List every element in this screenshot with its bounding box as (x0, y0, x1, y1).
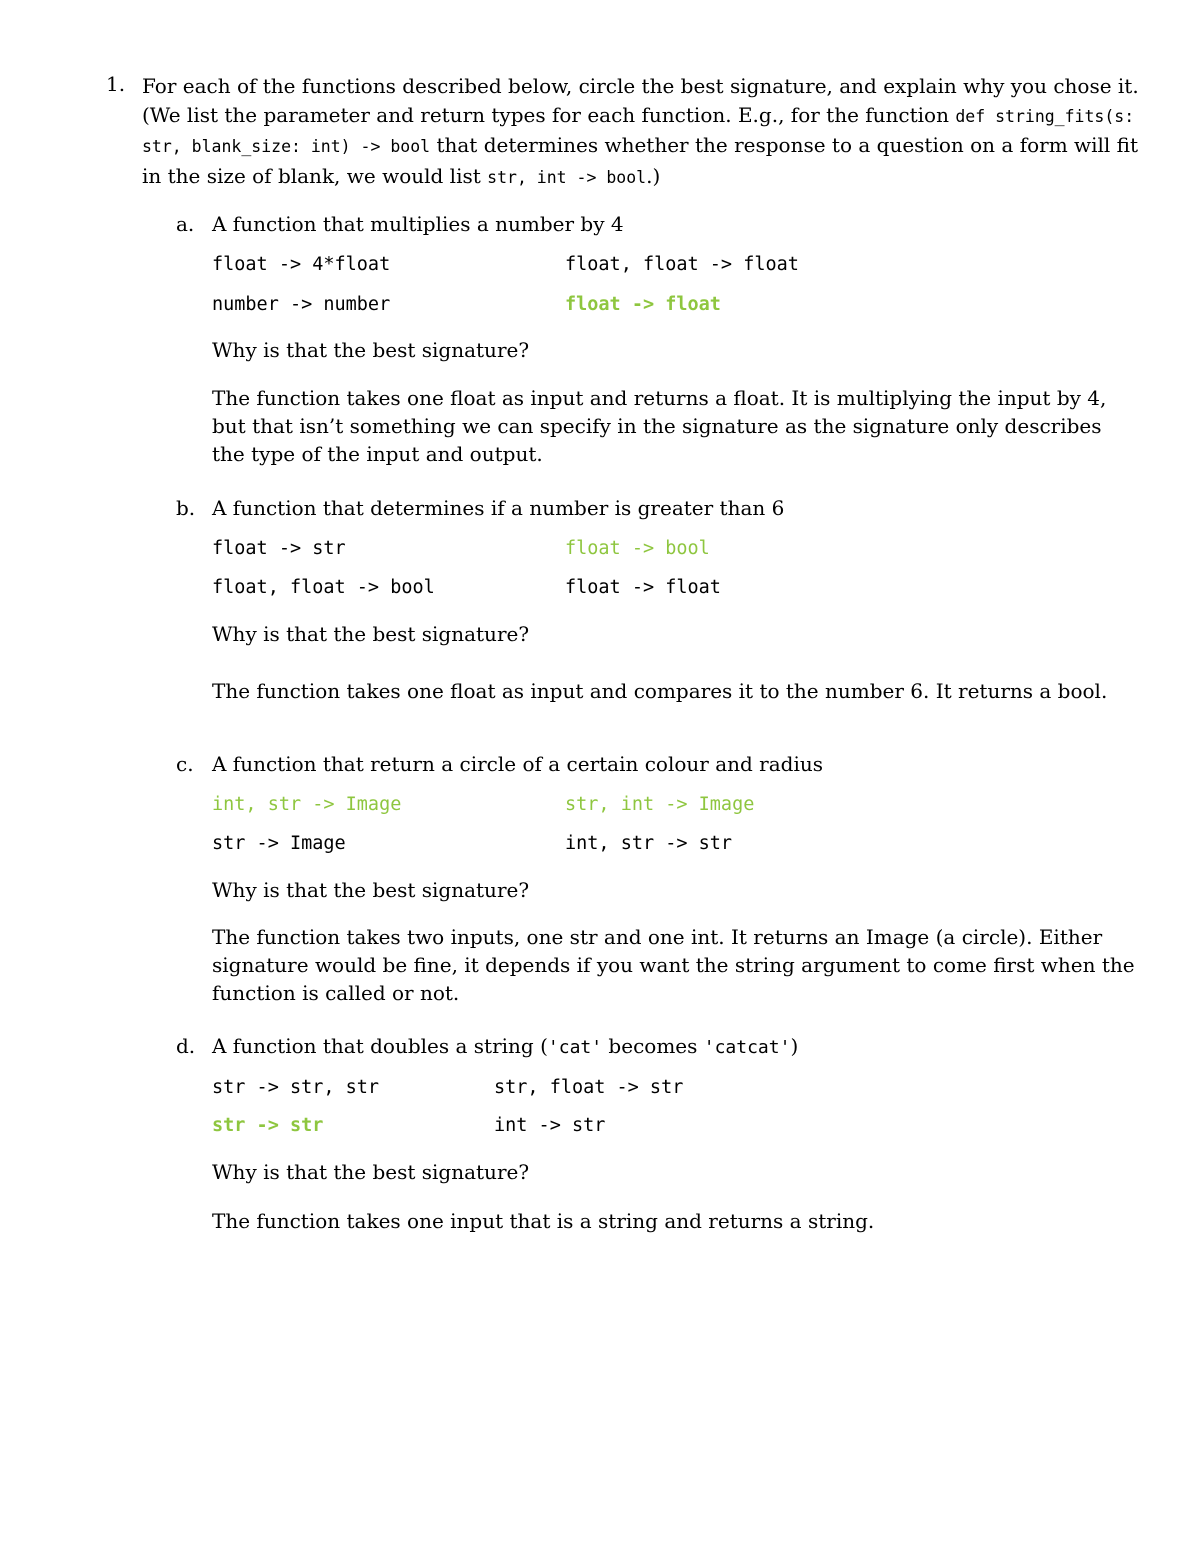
intro-text-3: .) (646, 163, 661, 188)
part-d-code-cat: 'cat' (547, 1037, 603, 1058)
part-c-answer: The function takes two inputs, one str and one int. It returns an Image (a circle). Either signature would be fine, it depends if you want the string argument to come first when the function is called or not. (212, 925, 1135, 1005)
part-a-question: A function that multiplies a number by 4 (212, 212, 624, 236)
part-d-text-after: ) (790, 1034, 799, 1058)
intro-text-2: that determines whether the response to a question on a form will fit in the size of blank, we would list (142, 133, 1139, 188)
part-c-why-label: Why is that the best signature? (212, 878, 530, 902)
question-intro (142, 72, 1142, 192)
intro-text-1: For each of the functions described below, circle the best signature, and explain why you chose it. (We list the parameter and return types for each function. E.g., for the function (142, 74, 1139, 127)
part-d-answer: The function takes one input that is a string and returns a string. (212, 1209, 875, 1233)
part-d-question (212, 1034, 798, 1058)
intro-code-example: def string_fits(s: str, blank_size: int) -> bool (142, 106, 1135, 156)
part-b-option-2-selected[interactable]: float -> bool (565, 538, 710, 559)
part-a-option-1[interactable]: float -> 4*float (212, 254, 391, 275)
part-d-option-2[interactable]: str, float -> str (494, 1077, 684, 1098)
part-c-option-4[interactable]: int, str -> str (565, 833, 733, 854)
part-a-answer: The function takes one float as input and returns a float. It is multiplying the input by 4, but that isn’t something we can specify in the signature as the signature only describes the type of the input and output. (212, 386, 1107, 466)
question-number: 1. (106, 72, 126, 96)
part-c-option-3[interactable]: str -> Image (212, 833, 346, 854)
part-b-label: b. (176, 496, 196, 520)
part-c-question: A function that return a circle of a certain colour and radius (212, 752, 824, 776)
part-b-option-1[interactable]: float -> str (212, 538, 346, 559)
part-c-label: c. (176, 752, 194, 776)
part-d-why-label: Why is that the best signature? (212, 1160, 530, 1184)
part-d-text-before: A function that doubles a string ( (212, 1034, 548, 1058)
part-a-option-4-selected[interactable]: float -> float (565, 294, 721, 315)
part-d-code-catcat: 'catcat' (703, 1037, 791, 1058)
part-d-option-3-selected[interactable]: str -> str (212, 1115, 324, 1136)
intro-code-signature: str, int -> bool (487, 167, 647, 187)
part-b-question: A function that determines if a number is greater than 6 (212, 496, 785, 520)
part-a-option-3[interactable]: number -> number (212, 294, 391, 315)
part-c-option-2-selected[interactable]: str, int -> Image (565, 794, 755, 815)
part-d-option-4[interactable]: int -> str (494, 1115, 606, 1136)
part-c-option-1-selected[interactable]: int, str -> Image (212, 794, 402, 815)
part-b-option-4[interactable]: float -> float (565, 577, 721, 598)
part-a-option-2[interactable]: float, float -> float (565, 254, 799, 275)
part-d-text-mid: becomes (602, 1034, 704, 1058)
part-b-option-3[interactable]: float, float -> bool (212, 577, 435, 598)
part-a-label: a. (176, 212, 195, 236)
part-d-option-1[interactable]: str -> str, str (212, 1077, 380, 1098)
part-d-label: d. (176, 1034, 196, 1058)
part-b-why-label: Why is that the best signature? (212, 622, 530, 646)
part-a-why-label: Why is that the best signature? (212, 338, 530, 362)
part-b-answer: The function takes one float as input and compares it to the number 6. It returns a bool. (212, 679, 1108, 703)
